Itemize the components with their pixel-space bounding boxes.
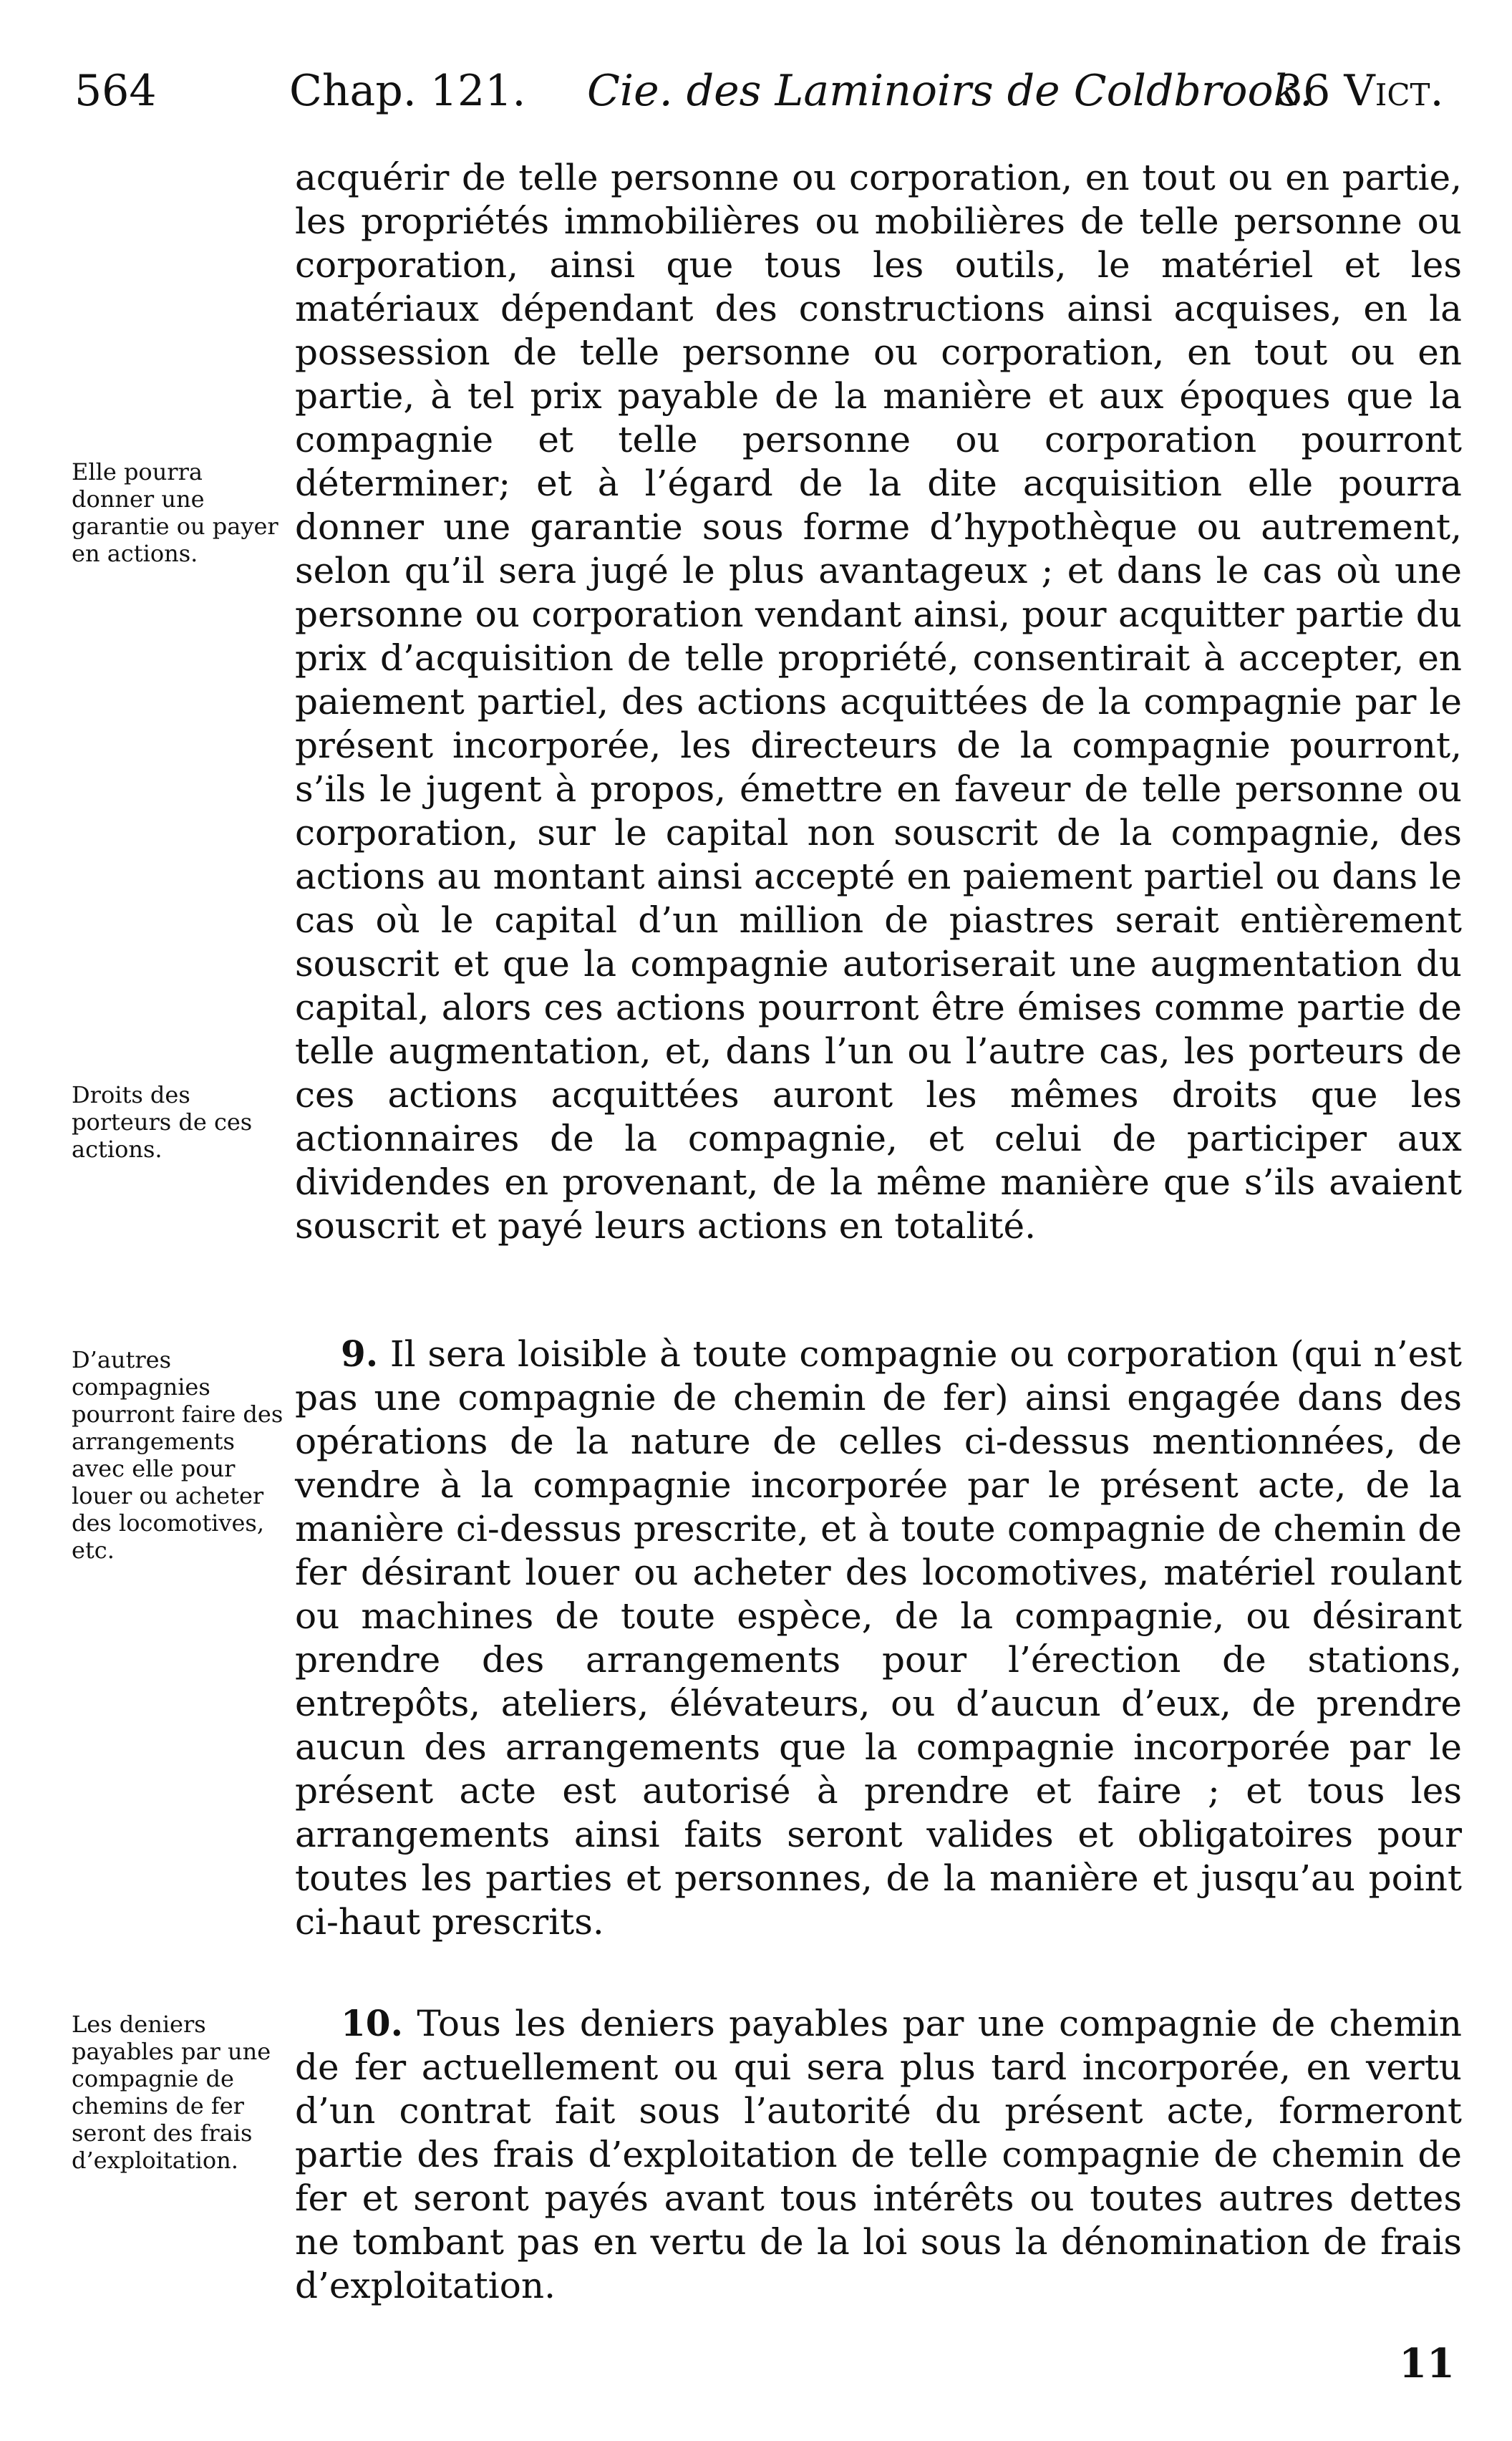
running-title: Cie. des Laminoirs de Coldbrook. bbox=[587, 66, 1314, 116]
chapter-label: Chap. 121. bbox=[289, 66, 526, 116]
margin-note-operating-costs: Les deniers payables par une compagnie de chemins de fer seront des frais d’exploitation. bbox=[72, 2011, 271, 2174]
regnal-year: 36 Vict. bbox=[1276, 66, 1444, 116]
section-9-text: Il sera loisible à toute compagnie ou corporation (qui n’est pas une compagnie de chemin de fer) ainsi engagée dans des opérations de la nature de celles ci-dessus mentionnées, de vendre à la compagnie incorporée par le présent acte, de la manière ci-dessus prescrite, et à toute compagnie de chemin de fer désirant louer ou acheter des locomotives, matériel roulant ou machines de toute espèce, de la compagnie, ou désirant prendre des arrangements pour l’érection de stations, entrepôts, ateliers, élévateurs, ou d’aucun d’eux, de prendre aucun des arrangements que la compagnie incorporée par le présent acte est autorisé à prendre et faire ; et tous les arrangements ainsi faits seront valides et obligatoires pour toutes les parties et personnes, de la manière et jusqu’au point ci-haut prescrits. bbox=[295, 1333, 1462, 1943]
margin-note-arrangements: D’autres compagnies pourront faire des arrangements avec elle pour louer ou acheter des locomotives, etc. bbox=[72, 1346, 284, 1564]
signature-mark: 11 bbox=[1399, 2340, 1455, 2387]
margin-note-guarantee: Elle pourra donner une garantie ou payer en actions. bbox=[72, 458, 278, 567]
section-9 bbox=[295, 1332, 1462, 1944]
section-10-text: Tous les deniers payables par une compagnie de chemin de fer actuellement ou qui sera plus tard incorporée, en vertu d’un contrat fait sous l’autorité du présent acte, formeront partie des frais d’exploitation de telle compagnie de chemin de fer et seront payés avant tous intérêts ou toutes autres dettes ne tombant pas en vertu de la loi sous la dénomination de frais d’exploitation. bbox=[295, 2003, 1462, 2306]
running-header bbox=[0, 66, 1512, 130]
paragraph-continuation: acquérir de telle personne ou corporation, en tout ou en partie, les propriétés immobilières ou mobilières de telle personne ou corporation, ainsi que tous les outils, le matériel et les matériaux dépendant des constructions ainsi acquises, en la possession de telle personne ou corporation, en tout ou en partie, à tel prix payable de la manière et aux époques que la compagnie et telle personne ou corporation pourront déterminer; et à l’égard de la dite acquisition elle pourra donner une garantie sous forme d’hypothèque ou autrement, selon qu’il sera jugé le plus avantageux ; et dans le cas où une personne ou corporation vendant ainsi, pour acquitter partie du prix d’acquisition de telle propriété, consentirait à accepter, en paiement partiel, des actions acquittées de la compagnie par le présent incorporée, les directeurs de la compagnie pourront, s’ils le jugent à propos, émettre en faveur de telle personne ou corporation, sur le capital non souscrit de la compagnie, des actions au montant ainsi accepté en paiement partiel ou dans le cas où le capital d’un million de piastres serait entièrement souscrit et que la compagnie autoriserait une augmentation du capital, alors ces actions pourront être émises comme partie de telle augmentation, et, dans l’un ou l’autre cas, les porteurs de ces actions acquittées auront les mêmes droits que les actionnaires de la compagnie, et celui de participer aux dividendes en provenant, de la même manière que s’ils avaient souscrit et payé leurs actions en totalité. bbox=[295, 157, 1462, 1247]
margin-note-holder-rights: Droits des porteurs de ces actions. bbox=[72, 1081, 253, 1163]
section-10-number: 10. bbox=[341, 2002, 403, 2044]
section-10 bbox=[295, 2001, 1462, 2308]
section-9-number: 9. bbox=[341, 1333, 379, 1375]
page-number: 564 bbox=[74, 66, 157, 116]
